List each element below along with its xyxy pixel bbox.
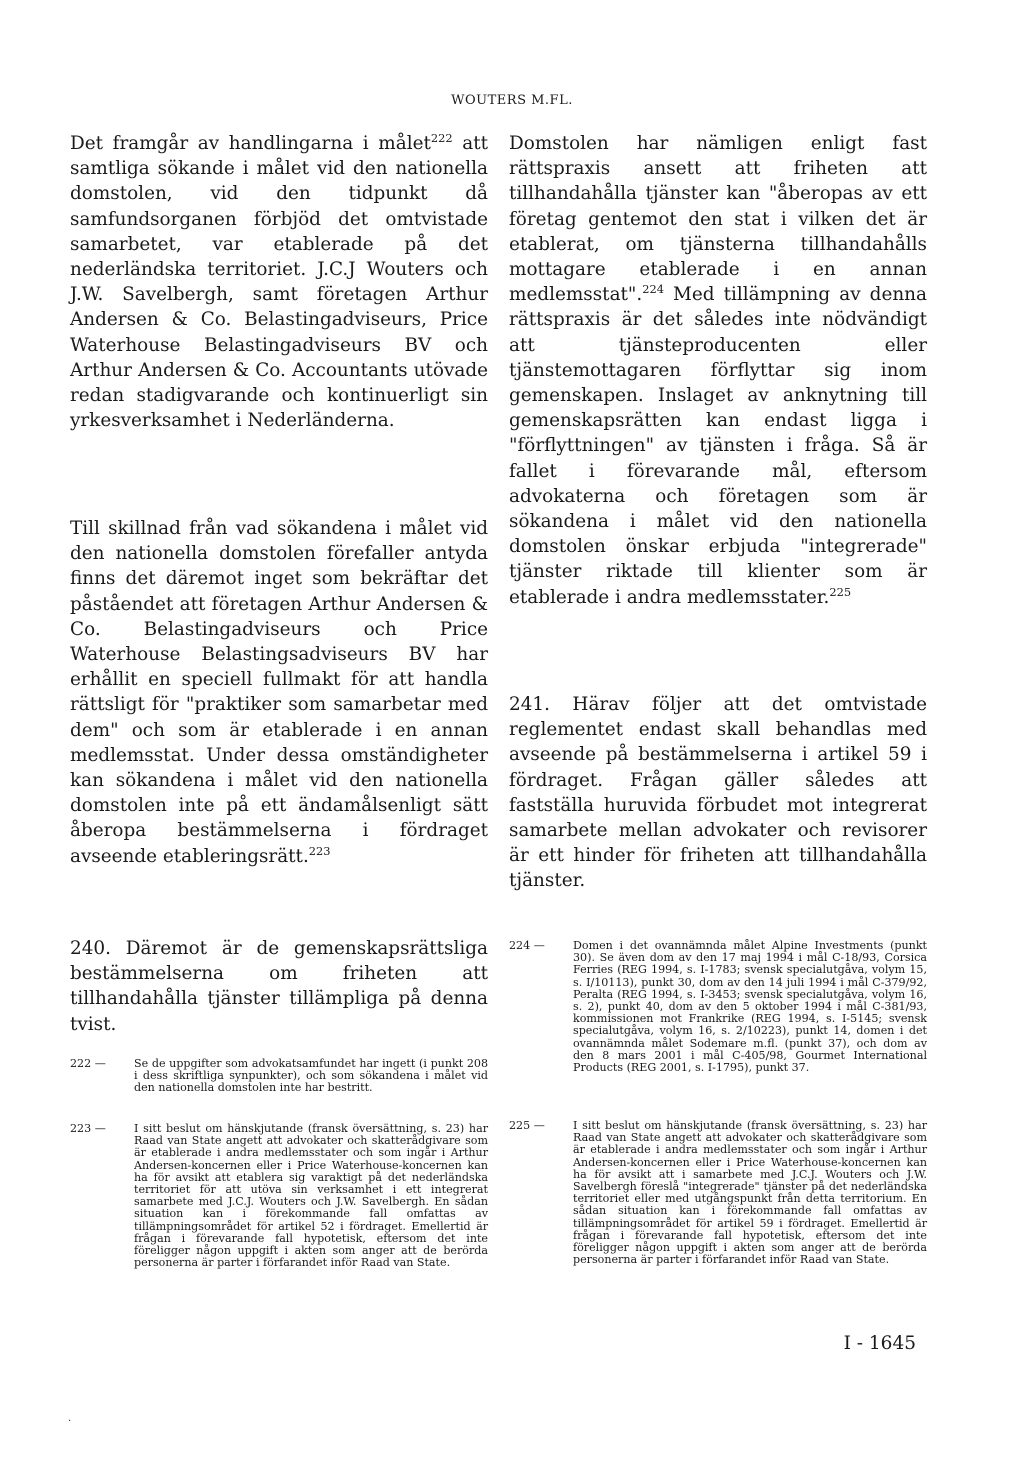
paragraph-case-law xyxy=(509,131,927,610)
paragraph-240: 240. Däremot är de gemenskapsrättsliga bestämmelserna om friheten att tillhandahålla tjänster tillämpliga på denna tvist. xyxy=(70,938,488,1035)
footnote-text: I sitt beslut om hänskjutande (fransk översättning, s. 23) har Raad van State angett att advokater och skatterådgivare som är etablerade i andra medlemsstater och som ingår i Arthur Andersen-koncernen eller i Price Waterhouse-koncernen kan ha för avsikt att i samarbete med J.C.J. Wouters och J.W. Savelbergh föreslå "integrerade" tjänster på det nederländska territoriet eller med utgångspunkt från detta territorium. En sådan situation kan i förekommande fall omfattas av tillämpningsområdet för artikel 59 i fördraget. Emellertid är frågan i förevarande fall hypotetisk, eftersom det inte föreligger någon uppgift i akten som anger att de berörda personerna är parter i förfarandet inför Raad van State. xyxy=(573,1119,927,1267)
footnote-number: 225 — xyxy=(509,1119,545,1132)
footnote-text: I sitt beslut om hänskjutande (fransk översättning, s. 23) har Raad van State angett att advokater och skatterådgivare som är etablerade i andra medlemsstater och som ingår i Arthur Andersen-koncernen eller i Price Waterhouse-koncernen kan ha för avsikt att etablera sig varaktigt på det nederländska territoriet för att utöva sin verksamhet i ett integrerat samarbete med J.C.J. Wouters och J.W. Savelbergh. En sådan situation kan i förekommande fall omfattas av tillämpningsområdet för artikel 52 i fördraget. Emellertid är frågan i förevarande fall hypotetisk, eftersom det inte föreligger någon uppgift i akten som anger att de berörda personerna är parter i förfarandet inför Raad van State. xyxy=(134,1122,488,1270)
running-title: WOUTERS M.FL. xyxy=(451,93,573,108)
left-column-lower xyxy=(70,516,488,869)
footnote-text: Domen i det ovannämnda målet Alpine Investments (punkt 30). Se även dom av den 17 maj 1994 i mål C-18/93, Corsica Ferries (REG 1994, s. I-1783; svensk specialutgåva, volym 15, s. I/10113), punkt 30, dom av den 14 juli 1994 i mål C-379/92, Peralta (REG 1994, s. I-3453; svensk specialutgåva, volym 16, s. 2), punkt 40, dom av den 5 oktober 1994 i mål C-381/93, kommissionen mot Frankrike (REG 1994, s. I-5145; svensk specialutgåva, volym 16, s. 2/10223), punkt 14, domen i det ovannämnda målet Sodemare m.fl. (punkt 37), och dom av den 8 mars 2001 i mål C-405/98, Gourmet International Products (REG 2001, s. I-1795), punkt 37. xyxy=(573,939,927,1075)
paragraph-text: Det framgår av handlingarna i målet xyxy=(70,133,431,154)
footnote-ref-222[interactable]: 222 xyxy=(430,131,453,146)
paragraph-text: att samtliga sökande i målet vid den nationella domstolen, vid den tidpunkt då samfundsorganen förbjöd det omtvistade samarbetet, var etablerade på det nederländska territoriet. J.C.J Wouters och J.W. Savelbergh, samt företagen Arthur Andersen & Co. Belastingadviseurs, Price Waterhouse Belastingadviseurs BV och Arthur Andersen & Co. Accountants utövade redan stadigvarande och kontinuerligt sin yrkesverksamhet i Nederländerna. xyxy=(70,133,488,432)
footnote-number: 224 — xyxy=(509,939,545,952)
footnote-222 xyxy=(70,1058,488,1095)
footnote-number: 223 — xyxy=(70,1122,106,1135)
paragraph-241: 241. Härav följer att det omtvistade reglementet endast skall behandlas med avseende på bestämmelserna i artikel 59 i fördraget. Frågan gäller således att fastställa huruvida förbudet mot integrerat samarbete mellan advokater och revisorer är ett hinder för friheten att tillhandahålla tjänster. xyxy=(509,694,927,892)
footnote-ref-225[interactable]: 225 xyxy=(829,584,852,599)
right-column-241 xyxy=(509,692,927,894)
page-number: I - 1645 xyxy=(843,1333,916,1354)
footnote-ref-223[interactable]: 223 xyxy=(308,843,331,858)
footnote-ref-224[interactable]: 224 xyxy=(642,282,664,297)
paragraph-establishment xyxy=(70,131,488,433)
left-column xyxy=(70,131,488,433)
paragraph-text: Med tillämpning av denna rättspraxis är det således inte nödvändigt att tjänsteproducenten eller tjänstemottagaren förflyttar sig inom gemenskapen. Inslaget av anknytning till gemenskapsrätten kan endast ligga i "förflyttningen" av tjänsten i fråga. Så är fallet i förevarande mål, eftersom advokaterna och företagen som är sökandena i målet vid den nationella domstolen önskar erbjuda "integrerade" tjänster riktade till klienter som är etablerade i andra medlemsstater. xyxy=(509,284,927,608)
right-column xyxy=(509,131,927,610)
footnote-224 xyxy=(509,940,927,1074)
paragraph-text: Domstolen har nämligen enligt fast rättspraxis ansett att friheten att tillhandahålla tjänster kan "åberopas av ett företag gentemot den stat i vilken det är etablerat, om tjänsterna tillhandahålls mottagare etablerade i en annan medlemsstat". xyxy=(509,133,927,306)
footnote-223 xyxy=(70,1123,488,1269)
page-mark: . xyxy=(68,1413,72,1424)
left-column-240 xyxy=(70,936,488,1037)
footnote-225 xyxy=(509,1120,927,1266)
paragraph-text: Till skillnad från vad sökandena i målet vid den nationella domstolen förefaller antyda finns det däremot inget som bekräftar det påståendet att företagen Arthur Andersen & Co. Belastingadviseurs och Price Waterhouse Belastingsadviseurs BV har erhållit en speciell fullmakt för att handla rättsligt för "praktiker som samarbetar med dem" och som är etablerade i en annan medlemsstat. Under dessa omständigheter kan sökandena i målet vid den nationella domstolen inte på ett ändamålsenligt sätt åberopa bestämmelserna i fördraget avseende etableringsrätt. xyxy=(70,518,488,867)
footnote-text: Se de uppgifter som advokatsamfundet har ingett (i punkt 208 i dess skriftliga synpunkter), och som sökandena i målet vid den nationella domstolen inte har bestritt. xyxy=(134,1057,488,1095)
paragraph-mandate xyxy=(70,516,488,869)
footnote-number: 222 — xyxy=(70,1057,106,1070)
